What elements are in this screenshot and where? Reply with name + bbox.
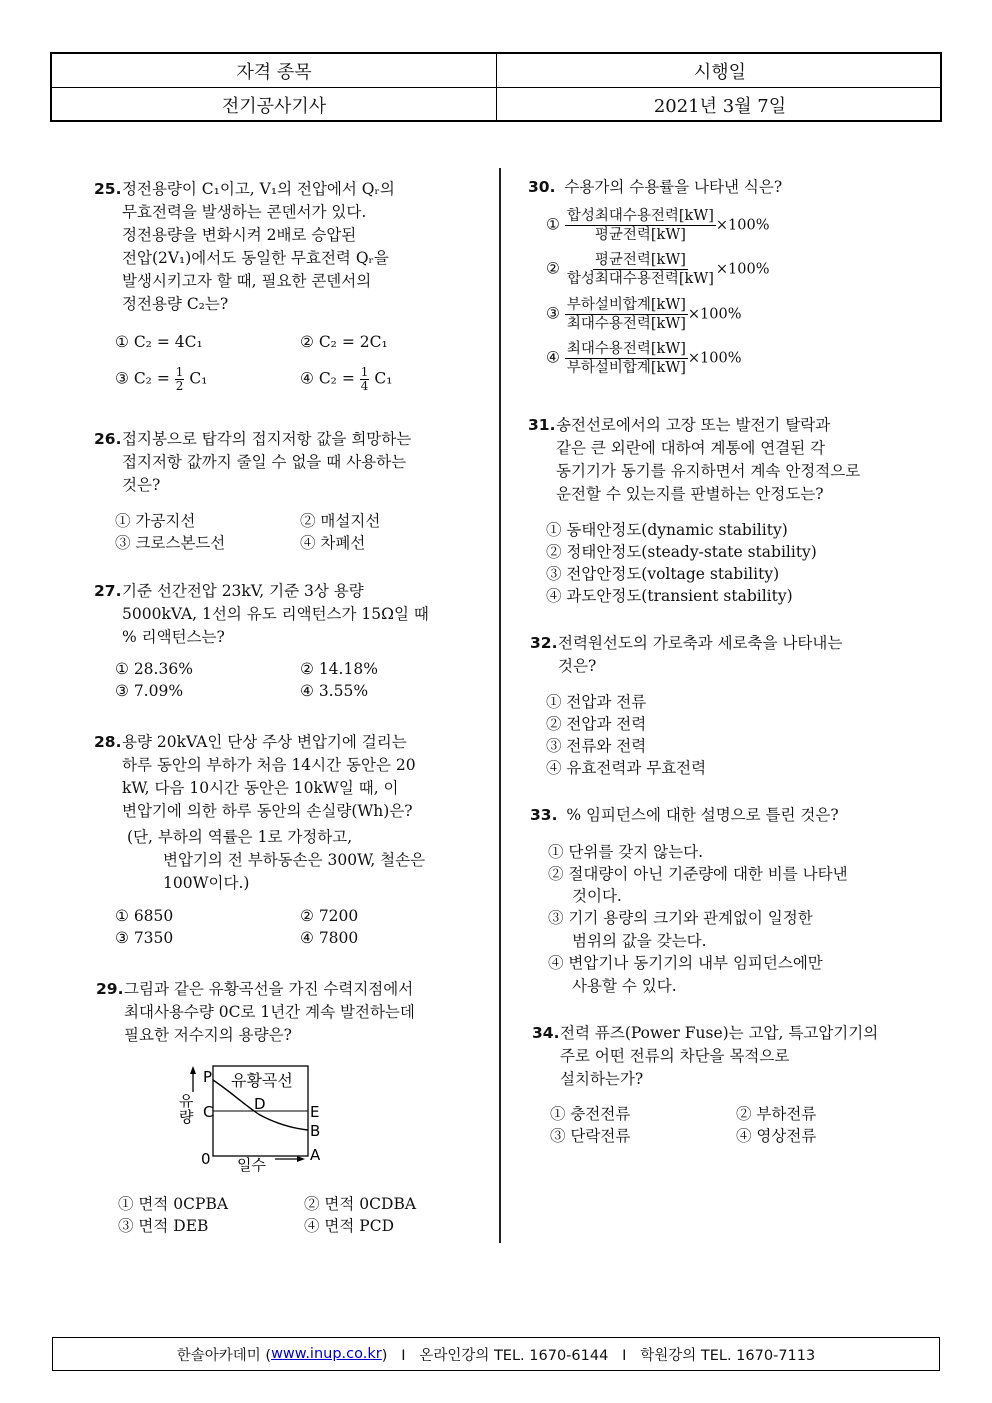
question-text	[122, 580, 462, 649]
question-line: 발생시키고자 할 때, 필요한 콘덴서의	[122, 272, 372, 290]
question-28-note	[127, 826, 425, 895]
q26-option-1[interactable]: ① 가공지선	[115, 512, 196, 530]
header-col1-label: 자격 종목	[52, 54, 497, 87]
q34-option-1[interactable]: ① 충전전류	[550, 1105, 631, 1123]
column-divider	[499, 168, 501, 1243]
question-text	[122, 731, 462, 823]
question-line: 용량 20kVA인 단상 주상 변압기에 걸리는	[122, 733, 407, 751]
option-mark: ①	[546, 215, 560, 234]
label-0: 0	[201, 1150, 211, 1168]
q28-option-3[interactable]: ③ 7350	[115, 929, 174, 947]
question-line: 정전용량 C₂는?	[122, 295, 229, 313]
option-tail: C₁	[374, 369, 393, 388]
q25-option-2[interactable]: ② C₂ = 2C₁	[300, 333, 388, 351]
q29-option-2[interactable]: ② 면적 0CDBA	[304, 1195, 417, 1213]
q28-option-2[interactable]: ② 7200	[300, 907, 359, 925]
option-tail: ×100%	[687, 306, 742, 323]
question-line: 무효전력을 발생하는 콘덴서가 있다.	[122, 203, 367, 221]
question-line: % 임피던스에 대한 설명으로 틀린 것은?	[566, 806, 839, 824]
q34-option-2[interactable]: ② 부하전류	[736, 1105, 817, 1123]
question-line: 동기기가 동기를 유지하면서 계속 안정적으로	[556, 462, 861, 480]
question-28	[94, 731, 416, 820]
question-30	[528, 176, 782, 199]
question-number: 34.	[532, 1024, 560, 1042]
option-mark: ②	[546, 259, 560, 278]
question-text	[560, 1022, 940, 1091]
option-mark: ④	[546, 348, 560, 367]
fraction-numerator: 합성최대수용전력[kW]	[566, 208, 714, 224]
q31-option-2[interactable]: ② 정태안정도(steady-state stability)	[546, 543, 817, 561]
q26-option-2[interactable]: ② 매설지선	[300, 512, 381, 530]
q27-option-1[interactable]: ① 28.36%	[115, 660, 193, 678]
question-number: 31.	[528, 416, 556, 434]
question-line: 접지봉으로 탑각의 접지저항 값을 희망하는	[122, 430, 412, 448]
q34-option-4[interactable]: ④ 영상전류	[736, 1127, 817, 1145]
option-tail: C₁	[189, 369, 208, 388]
q33-option-2[interactable]: ② 절대량이 아닌 기준량에 대한 비를 나타낸	[548, 865, 848, 883]
q25-option-4[interactable]	[300, 366, 392, 393]
fraction	[565, 340, 688, 377]
question-number: 33.	[530, 806, 558, 824]
label-B: B	[310, 1122, 321, 1140]
option-label: ③ C₂ =	[115, 369, 170, 388]
q27-option-4[interactable]: ④ 3.55%	[300, 682, 369, 700]
exam-date: 2021년 3월 7일	[653, 95, 787, 117]
q30-option-3[interactable]	[546, 296, 742, 333]
q30-option-2[interactable]	[546, 251, 770, 288]
question-34	[532, 1022, 879, 1088]
footer-contact: ) I 온라인강의 TEL. 1670-6144 I 학원강의 TEL. 1670-7113	[381, 1347, 816, 1364]
question-line: 그림과 같은 유황곡선을 가진 수력지점에서	[124, 980, 414, 998]
q33-option-4[interactable]: ④ 변압기나 동기기의 내부 임피던스에만	[548, 954, 823, 972]
question-line: 전압(2V₁)에서도 동일한 무효전력 Qᵣ을	[122, 249, 389, 267]
x-axis-label: 일수	[237, 1156, 266, 1174]
option-label: ④ C₂ =	[300, 369, 355, 388]
fraction	[360, 366, 370, 393]
q34-option-3[interactable]: ③ 단락전류	[550, 1127, 631, 1145]
q32-option-4[interactable]: ④ 유효전력과 무효전력	[546, 759, 707, 777]
q26-option-3[interactable]: ③ 크로스본드선	[115, 534, 226, 552]
question-number: 25.	[94, 180, 122, 198]
q27-option-3[interactable]: ③ 7.09%	[115, 682, 184, 700]
fraction-numerator: 최대수용전력[kW]	[566, 341, 686, 357]
question-27	[94, 580, 429, 646]
label-P: P	[203, 1068, 213, 1086]
question-line: 5000kVA, 1선의 유도 리액턴스가 15Ω일 때	[122, 605, 429, 623]
header-col2-label: 시행일	[693, 61, 747, 83]
q29-option-1[interactable]: ① 면적 0CPBA	[118, 1195, 229, 1213]
fraction-denominator: 부하설비합계[kW]	[566, 360, 686, 376]
q33-option-4-cont: 사용할 수 있다.	[572, 977, 677, 995]
q32-option-3[interactable]: ③ 전류와 전력	[546, 737, 647, 755]
question-number: 30.	[528, 178, 556, 196]
option-tail: ×100%	[715, 261, 770, 278]
label-D: D	[254, 1095, 266, 1113]
footer-bar	[52, 1337, 940, 1371]
fraction-denominator: 최대수용전력[kW]	[566, 316, 686, 332]
q32-option-1[interactable]: ① 전압과 전류	[546, 693, 647, 711]
footer-academy: 한솔아카데미 (	[176, 1347, 272, 1364]
note-line: 100W이다.)	[163, 874, 250, 892]
question-line: 설치하는가?	[560, 1070, 644, 1088]
question-number: 32.	[530, 634, 558, 652]
question-line: 기준 선간전압 23kV, 기준 3상 용량	[122, 582, 364, 600]
label-E: E	[310, 1103, 320, 1121]
note-line: (단, 부하의 역률은 1로 가정하고,	[127, 828, 353, 846]
option-mark: ③	[546, 304, 560, 323]
question-line: 최대사용수량 0C로 1년간 계속 발전하는데	[124, 1003, 415, 1021]
curve-label: 유황곡선	[231, 1071, 293, 1090]
question-line: 주로 어떤 전류의 차단을 목적으로	[560, 1047, 790, 1065]
question-line: 필요한 저수지의 용량은?	[124, 1026, 292, 1044]
label-C: C	[203, 1103, 214, 1121]
q33-option-3-cont: 범위의 값을 갖는다.	[572, 932, 707, 950]
fraction-denominator: 2	[175, 379, 184, 393]
q31-option-1[interactable]: ① 동태안정도(dynamic stability)	[546, 521, 788, 539]
fraction-numerator: 1	[175, 365, 184, 379]
fraction-denominator: 평균전력[kW]	[594, 227, 686, 243]
question-text	[558, 632, 938, 678]
question-line: 것은?	[558, 657, 597, 675]
q29-option-4[interactable]: ④ 면적 PCD	[304, 1217, 395, 1235]
note-line: 변압기의 전 부하동손은 300W, 철손은	[163, 851, 426, 869]
y-axis-label-1: 유	[179, 1092, 194, 1110]
question-line: 정전용량을 변화시켜 2배로 승압된	[122, 226, 357, 244]
q27-option-2[interactable]: ② 14.18%	[300, 660, 378, 678]
label-A: A	[310, 1146, 321, 1164]
question-line: 것은?	[122, 476, 161, 494]
question-29	[96, 978, 415, 1044]
question-line: 같은 큰 외란에 대하여 계통에 연결된 각	[556, 439, 826, 457]
fraction-numerator: 1	[360, 365, 369, 379]
question-number: 26.	[94, 430, 122, 448]
question-line: 송전선로에서의 고장 또는 발전기 탈락과	[556, 416, 831, 434]
fraction-denominator: 4	[360, 379, 369, 393]
question-26	[94, 428, 412, 494]
question-line: kW, 다음 10시간 동안은 10kW일 때, 이	[122, 779, 399, 797]
question-line: % 리액턴스는?	[122, 628, 225, 646]
option-tail: ×100%	[687, 350, 742, 367]
q28-option-4[interactable]: ④ 7800	[300, 929, 359, 947]
option-tail: ×100%	[715, 217, 770, 234]
question-line: 하루 동안의 부하가 처음 14시간 동안은 20	[122, 756, 416, 774]
flow-duration-diagram	[165, 1062, 340, 1174]
question-text	[122, 428, 462, 497]
q25-option-1[interactable]: ① C₂ = 4C₁	[115, 333, 203, 351]
question-text	[124, 978, 464, 1047]
question-line: 운전할 수 있는지를 판별하는 안정도는?	[556, 485, 824, 503]
fraction	[175, 366, 185, 393]
fraction-numerator: 부하설비합계[kW]	[566, 297, 686, 313]
question-number: 29.	[96, 980, 124, 998]
q29-option-3[interactable]: ③ 면적 DEB	[118, 1217, 209, 1235]
q31-option-4[interactable]: ④ 과도안정도(transient stability)	[546, 587, 793, 605]
question-line: 변압기에 의한 하루 동안의 손실량(Wh)은?	[122, 802, 413, 820]
question-33	[530, 804, 839, 827]
q31-option-3[interactable]: ③ 전압안정도(voltage stability)	[546, 565, 780, 583]
header-row-values	[52, 88, 940, 121]
question-line: 수용가의 수용률을 나타낸 식은?	[564, 178, 783, 196]
fraction-numerator: 평균전력[kW]	[594, 252, 686, 268]
question-line: 전력원선도의 가로축과 세로축을 나타내는	[558, 634, 843, 652]
question-line: 전력 퓨즈(Power Fuse)는 고압, 특고압기기의	[560, 1024, 879, 1042]
q32-option-2[interactable]: ② 전압과 전력	[546, 715, 647, 733]
fraction-denominator: 합성최대수용전력[kW]	[566, 271, 714, 287]
q33-option-1[interactable]: ① 단위를 갖지 않는다.	[548, 843, 703, 861]
question-31	[528, 414, 861, 503]
question-25	[94, 178, 395, 313]
fraction	[565, 251, 716, 288]
header-row-labels	[52, 54, 940, 88]
q28-option-1[interactable]: ① 6850	[115, 907, 174, 925]
footer-website-link[interactable]: www.inup.co.kr	[271, 1346, 382, 1362]
question-line: 접지저항 값까지 줄일 수 없을 때 사용하는	[122, 453, 407, 471]
fraction	[565, 207, 716, 244]
fraction	[565, 296, 688, 333]
q33-option-3[interactable]: ③ 기기 용량의 크기와 관계없이 일정한	[548, 909, 813, 927]
question-text	[122, 178, 462, 316]
q33-option-2-cont: 것이다.	[572, 887, 622, 905]
x-axis-arrowhead	[297, 1156, 305, 1162]
q30-option-1[interactable]	[546, 207, 770, 244]
y-axis-arrowhead	[190, 1066, 196, 1074]
question-number: 27.	[94, 582, 122, 600]
exam-subject: 전기공사기사	[52, 88, 497, 121]
question-number: 28.	[94, 733, 122, 751]
question-line: 정전용량이 C₁이고, V₁의 전압에서 Qᵣ의	[122, 180, 395, 198]
header-table	[50, 52, 942, 122]
q26-option-4[interactable]: ④ 차폐선	[300, 534, 366, 552]
y-axis-label-2: 량	[179, 1108, 194, 1126]
q30-option-4[interactable]	[546, 340, 742, 377]
q25-option-3[interactable]	[115, 366, 207, 393]
question-32	[530, 632, 843, 675]
question-text	[556, 414, 936, 506]
